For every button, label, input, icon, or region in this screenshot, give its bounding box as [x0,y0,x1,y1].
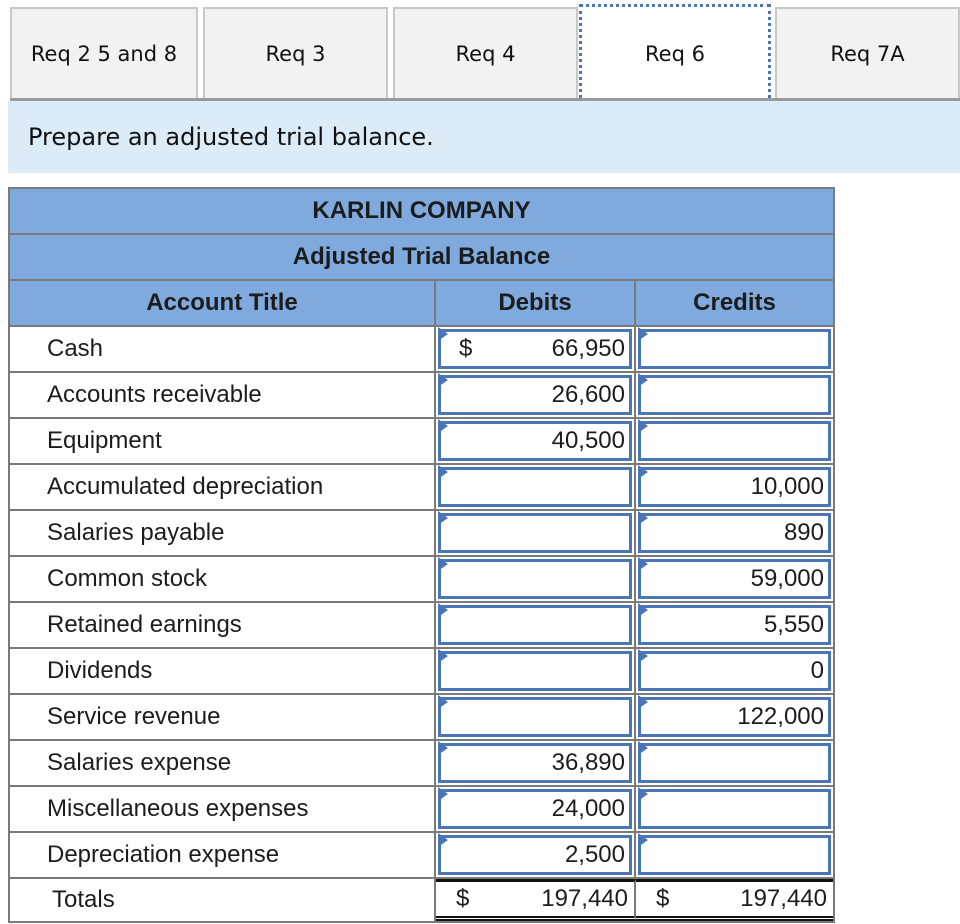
instruction-bar [8,101,960,173]
company-name: KARLIN COMPANY [8,187,835,233]
account-title: Salaries payable [10,511,436,555]
dropdown-flag-icon [638,373,648,387]
dropdown-flag-icon [438,511,448,525]
debit-cell [436,511,636,555]
credit-cell [636,695,833,739]
column-headers [8,279,835,325]
dropdown-flag-icon [438,557,448,571]
debit-cell [436,649,636,693]
debit-input[interactable] [438,743,632,783]
dropdown-flag-icon [638,511,648,525]
table-row [8,509,835,555]
credit-value: 5,550 [763,611,824,638]
header-debits: Debits [436,281,636,325]
debit-value: 36,890 [551,749,625,776]
tab-req-4[interactable]: Req 4 [393,7,578,98]
account-title: Depreciation expense [10,833,436,877]
dropdown-flag-icon [438,695,448,709]
credit-value: 10,000 [750,473,824,500]
statement-title: Adjusted Trial Balance [8,233,835,279]
dropdown-flag-icon [638,465,648,479]
tab-req-2-5-and-8[interactable]: Req 2 5 and 8 [10,7,198,98]
debit-cell [436,787,636,831]
dropdown-flag-icon [638,649,648,663]
debit-cell [436,465,636,509]
table-row [8,831,835,877]
debit-input[interactable] [438,835,632,875]
credit-input[interactable] [638,605,831,645]
credit-value: 0 [810,657,824,684]
header-credits: Credits [693,289,776,316]
table-row [8,555,835,601]
credit-cell [636,511,833,555]
credit-input[interactable] [638,789,831,829]
debit-input[interactable] [438,329,632,369]
debit-cell [436,557,636,601]
debit-input[interactable] [438,559,632,599]
account-title: Dividends [10,649,436,693]
credit-input[interactable] [638,375,831,415]
debit-cell [436,741,636,785]
credit-input[interactable] [638,467,831,507]
credit-cell [636,557,833,601]
credit-input[interactable] [638,835,831,875]
credit-value: 122,000 [737,703,824,730]
debit-cell [436,603,636,647]
currency-symbol: $ [459,335,473,362]
table-row [8,785,835,831]
total-debits [436,879,636,921]
dropdown-flag-icon [638,327,648,341]
debit-cell [436,373,636,417]
debit-cell [436,833,636,877]
dropdown-flag-icon [638,833,648,847]
dropdown-flag-icon [438,373,448,387]
table-row [8,601,835,647]
dropdown-flag-icon [438,833,448,847]
dropdown-flag-icon [438,787,448,801]
debit-cell [436,695,636,739]
dropdown-flag-icon [638,695,648,709]
credit-cell [636,787,833,831]
table-row [8,647,835,693]
debit-input[interactable] [438,375,632,415]
debit-input[interactable] [438,605,632,645]
credit-input[interactable] [638,513,831,553]
credit-cell [636,465,833,509]
table-row [8,739,835,785]
credit-input[interactable] [638,421,831,461]
table-row [8,417,835,463]
credit-cell [636,603,833,647]
tab-req-6[interactable]: Req 6 [579,4,771,104]
credit-cell [636,373,833,417]
table-row [8,325,835,371]
debit-input[interactable] [438,421,632,461]
currency-symbol: $ [456,885,470,912]
debit-input[interactable] [438,467,632,507]
dropdown-flag-icon [438,603,448,617]
total-credits [636,879,833,921]
credit-cell [636,419,833,463]
account-title: Miscellaneous expenses [10,787,436,831]
credit-input[interactable] [638,329,831,369]
credit-cell [636,741,833,785]
dropdown-flag-icon [438,649,448,663]
account-title: Accumulated depreciation [10,465,436,509]
debit-value: 24,000 [551,795,625,822]
tab-bar [10,7,960,101]
dropdown-flag-icon [638,787,648,801]
dropdown-flag-icon [438,419,448,433]
trial-balance-table [8,187,835,923]
account-title: Common stock [10,557,436,601]
debit-value: 40,500 [551,427,625,454]
credit-value: 59,000 [750,565,824,592]
credit-input[interactable] [638,651,831,691]
tab-req-3[interactable]: Req 3 [203,7,388,98]
tab-req-7a[interactable]: Req 7A [775,7,960,98]
dropdown-flag-icon [638,603,648,617]
dropdown-flag-icon [438,741,448,755]
table-row [8,371,835,417]
total-credits-value: 197,440 [740,885,827,912]
total-debits-value: 197,440 [541,885,628,912]
debit-input[interactable] [438,789,632,829]
credit-cell [636,649,833,693]
debit-value: 26,600 [551,381,625,408]
dropdown-flag-icon [638,741,648,755]
dropdown-flag-icon [438,327,448,341]
totals-row [8,877,835,923]
currency-symbol: $ [656,885,670,912]
account-title: Retained earnings [10,603,436,647]
debit-input[interactable] [438,513,632,553]
table-row [8,693,835,739]
debit-input[interactable] [438,697,632,737]
debit-cell [436,419,636,463]
debit-value: 66,950 [551,335,625,362]
credit-input[interactable] [638,743,831,783]
credit-cell [636,327,833,371]
table-row [8,463,835,509]
account-title: Cash [10,327,436,371]
dropdown-flag-icon [638,557,648,571]
credit-input[interactable] [638,559,831,599]
account-title: Accounts receivable [10,373,436,417]
totals-label: Totals [10,879,436,921]
credit-input[interactable] [638,697,831,737]
account-title: Service revenue [10,695,436,739]
credit-value: 890 [783,519,824,546]
dropdown-flag-icon [638,419,648,433]
account-title: Equipment [10,419,436,463]
credit-cell [636,833,833,877]
debit-input[interactable] [438,651,632,691]
header-account-title: Account Title [10,281,436,325]
dropdown-flag-icon [438,465,448,479]
account-title: Salaries expense [10,741,436,785]
debit-cell [436,327,636,371]
debit-value: 2,500 [564,841,625,868]
instruction-text: Prepare an adjusted trial balance. [28,123,434,151]
